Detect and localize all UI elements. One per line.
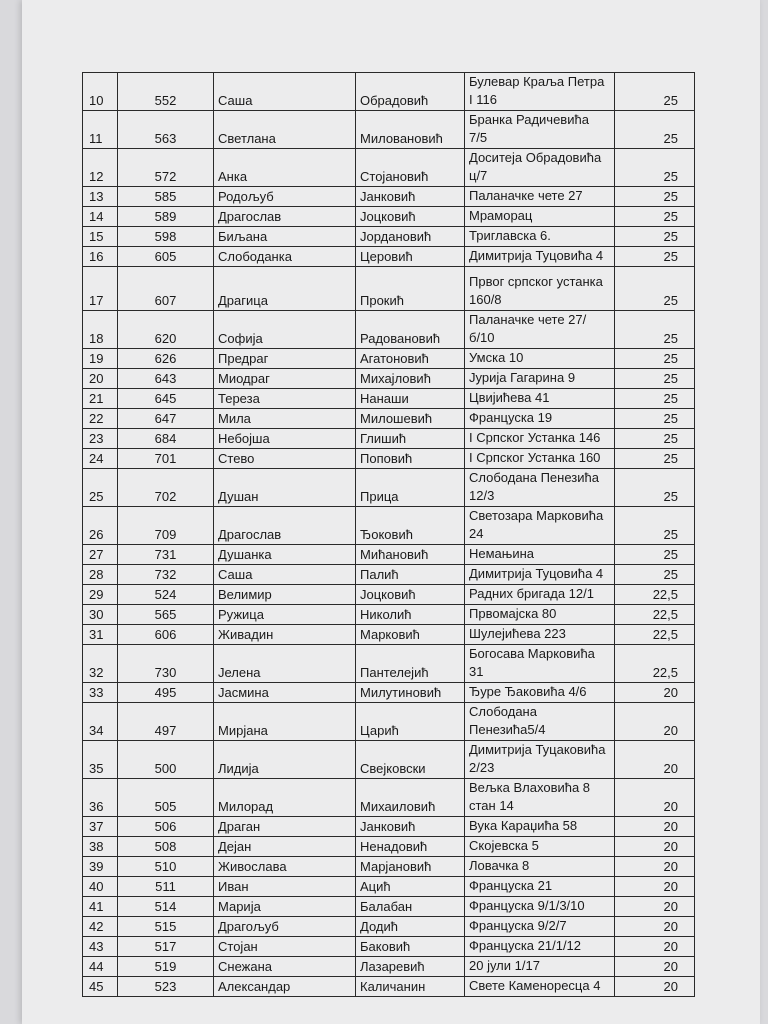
amount-cell: 25 (615, 111, 695, 149)
row-number-cell: 26 (83, 507, 118, 545)
last-name-cell: Јанковић (356, 187, 465, 207)
id-cell: 495 (118, 683, 214, 703)
row-number-cell: 27 (83, 545, 118, 565)
id-cell: 524 (118, 585, 214, 605)
id-cell: 702 (118, 469, 214, 507)
amount-cell: 20 (615, 857, 695, 877)
row-number-cell: 12 (83, 149, 118, 187)
id-cell: 497 (118, 703, 214, 741)
id-cell: 643 (118, 369, 214, 389)
address-cell: Јурија Гагарина 9 (465, 369, 615, 389)
table-row (83, 149, 695, 187)
row-number-cell: 15 (83, 227, 118, 247)
address-cell: Радних бригада 12/1 (465, 585, 615, 605)
address-cell: Немањина (465, 545, 615, 565)
last-name-cell: Лазаревић (356, 957, 465, 977)
first-name-cell: Слободанка (214, 247, 356, 267)
last-name-cell: Милошевић (356, 409, 465, 429)
amount-cell: 20 (615, 703, 695, 741)
table-row (83, 857, 695, 877)
last-name-cell: Мићановић (356, 545, 465, 565)
first-name-cell: Софија (214, 311, 356, 349)
address-cell: Триглавска 6. (465, 227, 615, 247)
first-name-cell: Јелена (214, 645, 356, 683)
first-name-cell: Живослава (214, 857, 356, 877)
row-number-cell: 35 (83, 741, 118, 779)
table-row (83, 779, 695, 817)
row-number-cell: 11 (83, 111, 118, 149)
amount-cell: 25 (615, 267, 695, 311)
last-name-cell: Додић (356, 917, 465, 937)
first-name-cell: Снежана (214, 957, 356, 977)
address-cell: Скојевска 5 (465, 837, 615, 857)
id-cell: 647 (118, 409, 214, 429)
amount-cell: 25 (615, 429, 695, 449)
address-cell: Вука Караџића 58 (465, 817, 615, 837)
first-name-cell: Мила (214, 409, 356, 429)
first-name-cell: Живадин (214, 625, 356, 645)
amount-cell: 22,5 (615, 645, 695, 683)
last-name-cell: Милутиновић (356, 683, 465, 703)
last-name-cell: Николић (356, 605, 465, 625)
address-cell: Свете Каменоресца 4 (465, 977, 615, 997)
row-number-cell: 13 (83, 187, 118, 207)
id-cell: 620 (118, 311, 214, 349)
amount-cell: 25 (615, 469, 695, 507)
first-name-cell: Велимир (214, 585, 356, 605)
row-number-cell: 16 (83, 247, 118, 267)
table-row (83, 741, 695, 779)
row-number-cell: 18 (83, 311, 118, 349)
table-row (83, 585, 695, 605)
address-cell: I Српског Устанка 146 (465, 429, 615, 449)
amount-cell: 25 (615, 449, 695, 469)
id-cell: 589 (118, 207, 214, 227)
last-name-cell: Марјановић (356, 857, 465, 877)
address-cell: Димитрија Туцовића 4 (465, 565, 615, 585)
table-row (83, 645, 695, 683)
table-row (83, 683, 695, 703)
first-name-cell: Марија (214, 897, 356, 917)
amount-cell: 22,5 (615, 605, 695, 625)
first-name-cell: Драган (214, 817, 356, 837)
amount-cell: 25 (615, 311, 695, 349)
amount-cell: 20 (615, 877, 695, 897)
row-number-cell: 37 (83, 817, 118, 837)
row-number-cell: 19 (83, 349, 118, 369)
last-name-cell: Баковић (356, 937, 465, 957)
address-cell: Француска 9/2/7 (465, 917, 615, 937)
id-cell: 511 (118, 877, 214, 897)
address-cell: Паланачке чете 27 (465, 187, 615, 207)
id-cell: 572 (118, 149, 214, 187)
table-row (83, 625, 695, 645)
last-name-cell: Прокић (356, 267, 465, 311)
row-number-cell: 38 (83, 837, 118, 857)
amount-cell: 25 (615, 187, 695, 207)
last-name-cell: Михаиловић (356, 779, 465, 817)
table-row (83, 369, 695, 389)
last-name-cell: Јордановић (356, 227, 465, 247)
table-row (83, 565, 695, 585)
id-cell: 606 (118, 625, 214, 645)
last-name-cell: Марковић (356, 625, 465, 645)
table-row (83, 349, 695, 369)
address-cell: Француска 19 (465, 409, 615, 429)
amount-cell: 20 (615, 937, 695, 957)
first-name-cell: Ружица (214, 605, 356, 625)
table-row (83, 469, 695, 507)
address-cell: Првог српског устанка 160/8 (465, 267, 615, 311)
amount-cell: 25 (615, 507, 695, 545)
id-cell: 626 (118, 349, 214, 369)
address-cell: Шулејићева 223 (465, 625, 615, 645)
first-name-cell: Лидија (214, 741, 356, 779)
id-cell: 731 (118, 545, 214, 565)
table-row (83, 877, 695, 897)
row-number-cell: 41 (83, 897, 118, 917)
address-cell: Димитрија Туцаковића 2/23 (465, 741, 615, 779)
id-cell: 605 (118, 247, 214, 267)
table-row (83, 73, 695, 111)
address-cell: Француска 21 (465, 877, 615, 897)
address-cell: Вељка Влаховића 8 стан 14 (465, 779, 615, 817)
id-cell: 508 (118, 837, 214, 857)
last-name-cell: Михајловић (356, 369, 465, 389)
address-cell: Мраморац (465, 207, 615, 227)
address-cell: Ловачка 8 (465, 857, 615, 877)
table-row (83, 227, 695, 247)
address-cell: Цвијићева 41 (465, 389, 615, 409)
address-cell: Француска 9/1/3/10 (465, 897, 615, 917)
address-cell: 20 јули 1/17 (465, 957, 615, 977)
id-cell: 732 (118, 565, 214, 585)
table-row (83, 247, 695, 267)
table-row (83, 409, 695, 429)
amount-cell: 25 (615, 247, 695, 267)
amount-cell: 25 (615, 565, 695, 585)
last-name-cell: Балабан (356, 897, 465, 917)
last-name-cell: Каличанин (356, 977, 465, 997)
amount-cell: 25 (615, 545, 695, 565)
table-body (83, 73, 695, 997)
table-row (83, 605, 695, 625)
row-number-cell: 24 (83, 449, 118, 469)
table-row (83, 897, 695, 917)
last-name-cell: Пантелејић (356, 645, 465, 683)
table-row (83, 917, 695, 937)
id-cell: 510 (118, 857, 214, 877)
row-number-cell: 30 (83, 605, 118, 625)
row-number-cell: 28 (83, 565, 118, 585)
amount-cell: 22,5 (615, 625, 695, 645)
id-cell: 505 (118, 779, 214, 817)
amount-cell: 20 (615, 741, 695, 779)
first-name-cell: Тереза (214, 389, 356, 409)
row-number-cell: 32 (83, 645, 118, 683)
last-name-cell: Јанковић (356, 817, 465, 837)
first-name-cell: Мирјана (214, 703, 356, 741)
id-cell: 598 (118, 227, 214, 247)
address-cell: Слободана Пенезића5/4 (465, 703, 615, 741)
id-cell: 565 (118, 605, 214, 625)
amount-cell: 25 (615, 389, 695, 409)
last-name-cell: Палић (356, 565, 465, 585)
amount-cell: 20 (615, 917, 695, 937)
row-number-cell: 44 (83, 957, 118, 977)
table-row (83, 957, 695, 977)
first-name-cell: Душан (214, 469, 356, 507)
first-name-cell: Драгослав (214, 207, 356, 227)
first-name-cell: Драгољуб (214, 917, 356, 937)
id-cell: 701 (118, 449, 214, 469)
row-number-cell: 20 (83, 369, 118, 389)
amount-cell: 20 (615, 977, 695, 997)
table-row (83, 817, 695, 837)
last-name-cell: Ненадовић (356, 837, 465, 857)
table-row (83, 389, 695, 409)
table-row (83, 703, 695, 741)
row-number-cell: 34 (83, 703, 118, 741)
table-row (83, 207, 695, 227)
table-row (83, 311, 695, 349)
amount-cell: 22,5 (615, 585, 695, 605)
row-number-cell: 21 (83, 389, 118, 409)
last-name-cell: Поповић (356, 449, 465, 469)
row-number-cell: 22 (83, 409, 118, 429)
id-cell: 500 (118, 741, 214, 779)
row-number-cell: 23 (83, 429, 118, 449)
id-cell: 515 (118, 917, 214, 937)
address-cell: Ђуре Ђаковића 4/6 (465, 683, 615, 703)
table-row (83, 545, 695, 565)
address-cell: I Српског Устанка 160 (465, 449, 615, 469)
last-name-cell: Свејковски (356, 741, 465, 779)
amount-cell: 25 (615, 73, 695, 111)
last-name-cell: Радовановић (356, 311, 465, 349)
address-cell: Булевар Краља Петра I 116 (465, 73, 615, 111)
address-cell: Слободана Пенезића 12/3 (465, 469, 615, 507)
last-name-cell: Прица (356, 469, 465, 507)
first-name-cell: Милорад (214, 779, 356, 817)
row-number-cell: 29 (83, 585, 118, 605)
amount-cell: 25 (615, 409, 695, 429)
last-name-cell: Церовић (356, 247, 465, 267)
id-cell: 607 (118, 267, 214, 311)
first-name-cell: Стево (214, 449, 356, 469)
last-name-cell: Ацић (356, 877, 465, 897)
id-cell: 552 (118, 73, 214, 111)
first-name-cell: Светлана (214, 111, 356, 149)
row-number-cell: 31 (83, 625, 118, 645)
first-name-cell: Саша (214, 73, 356, 111)
row-number-cell: 42 (83, 917, 118, 937)
row-number-cell: 43 (83, 937, 118, 957)
row-number-cell: 17 (83, 267, 118, 311)
first-name-cell: Предраг (214, 349, 356, 369)
amount-cell: 20 (615, 817, 695, 837)
last-name-cell: Јоцковић (356, 207, 465, 227)
row-number-cell: 25 (83, 469, 118, 507)
first-name-cell: Александар (214, 977, 356, 997)
address-cell: Светозара Марковића 24 (465, 507, 615, 545)
first-name-cell: Душанка (214, 545, 356, 565)
table-row (83, 977, 695, 997)
id-cell: 563 (118, 111, 214, 149)
amount-cell: 25 (615, 207, 695, 227)
first-name-cell: Дејан (214, 837, 356, 857)
amount-cell: 25 (615, 369, 695, 389)
table-row (83, 937, 695, 957)
table-row (83, 449, 695, 469)
first-name-cell: Родољуб (214, 187, 356, 207)
address-cell: Доситеја Обрадовића ц/7 (465, 149, 615, 187)
first-name-cell: Анка (214, 149, 356, 187)
amount-cell: 25 (615, 227, 695, 247)
row-number-cell: 40 (83, 877, 118, 897)
row-number-cell: 36 (83, 779, 118, 817)
first-name-cell: Миодраг (214, 369, 356, 389)
id-cell: 645 (118, 389, 214, 409)
table-row (83, 187, 695, 207)
last-name-cell: Јоцковић (356, 585, 465, 605)
last-name-cell: Агатоновић (356, 349, 465, 369)
last-name-cell: Стојановић (356, 149, 465, 187)
amount-cell: 20 (615, 837, 695, 857)
row-number-cell: 33 (83, 683, 118, 703)
first-name-cell: Саша (214, 565, 356, 585)
amount-cell: 25 (615, 149, 695, 187)
address-cell: Првомајска 80 (465, 605, 615, 625)
amount-cell: 25 (615, 349, 695, 369)
table-row (83, 429, 695, 449)
table-row (83, 837, 695, 857)
last-name-cell: Царић (356, 703, 465, 741)
address-cell: Бранка Радичевића 7/5 (465, 111, 615, 149)
first-name-cell: Јасмина (214, 683, 356, 703)
address-cell: Француска 21/1/12 (465, 937, 615, 957)
last-name-cell: Ђоковић (356, 507, 465, 545)
table-row (83, 267, 695, 311)
first-name-cell: Небојша (214, 429, 356, 449)
id-cell: 519 (118, 957, 214, 977)
table-row (83, 111, 695, 149)
last-name-cell: Миловановић (356, 111, 465, 149)
last-name-cell: Обрадовић (356, 73, 465, 111)
id-cell: 709 (118, 507, 214, 545)
last-name-cell: Нанаши (356, 389, 465, 409)
id-cell: 684 (118, 429, 214, 449)
id-cell: 506 (118, 817, 214, 837)
id-cell: 517 (118, 937, 214, 957)
address-cell: Богосава Марковића 31 (465, 645, 615, 683)
table-row (83, 507, 695, 545)
first-name-cell: Драгослав (214, 507, 356, 545)
address-cell: Димитрија Туцовића 4 (465, 247, 615, 267)
last-name-cell: Глишић (356, 429, 465, 449)
address-cell: Умска 10 (465, 349, 615, 369)
recipients-table (82, 72, 695, 997)
amount-cell: 20 (615, 779, 695, 817)
row-number-cell: 10 (83, 73, 118, 111)
amount-cell: 20 (615, 897, 695, 917)
row-number-cell: 45 (83, 977, 118, 997)
first-name-cell: Биљана (214, 227, 356, 247)
row-number-cell: 39 (83, 857, 118, 877)
id-cell: 585 (118, 187, 214, 207)
first-name-cell: Стојан (214, 937, 356, 957)
first-name-cell: Драгица (214, 267, 356, 311)
amount-cell: 20 (615, 683, 695, 703)
amount-cell: 20 (615, 957, 695, 977)
id-cell: 514 (118, 897, 214, 917)
address-cell: Паланачке чете 27/б/10 (465, 311, 615, 349)
first-name-cell: Иван (214, 877, 356, 897)
id-cell: 730 (118, 645, 214, 683)
row-number-cell: 14 (83, 207, 118, 227)
id-cell: 523 (118, 977, 214, 997)
